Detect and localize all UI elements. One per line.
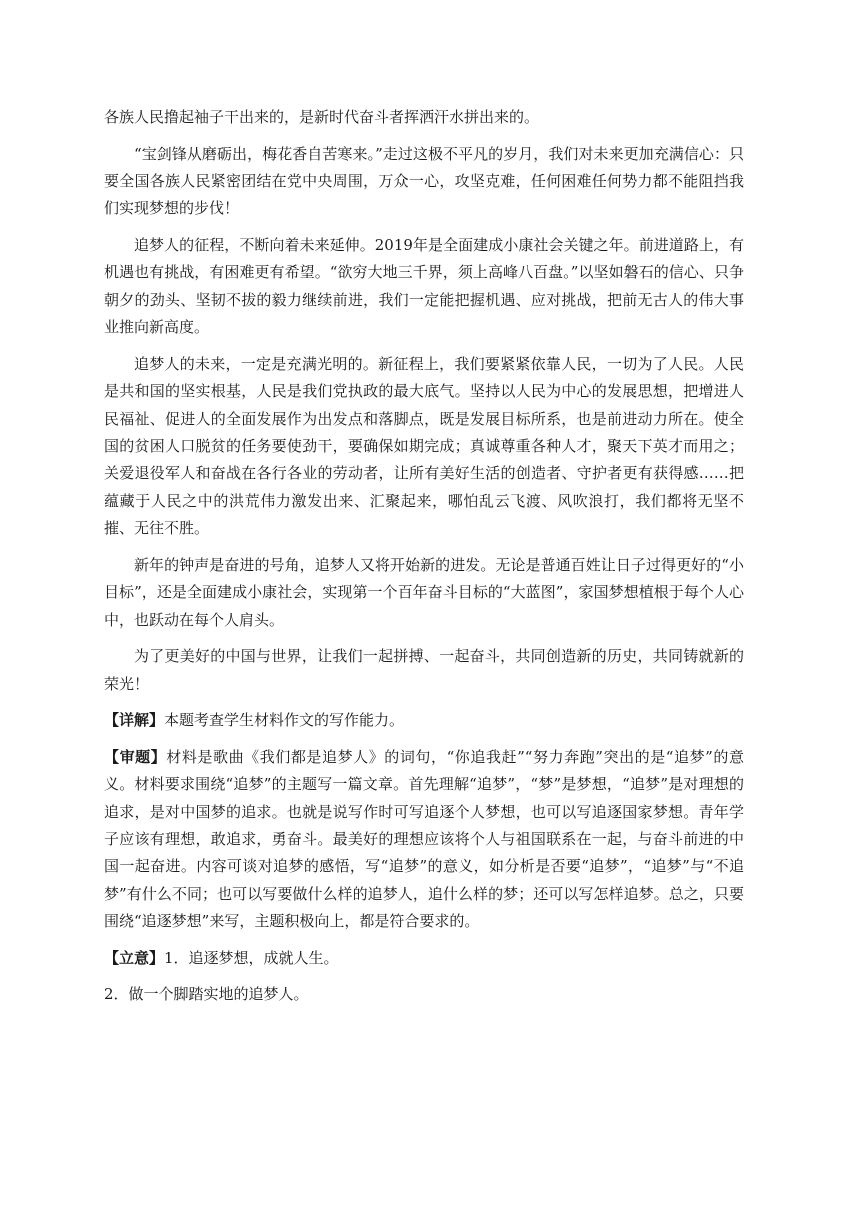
detail-paragraph xyxy=(104,707,744,734)
paragraph-text: 新年的钟声是奋进的号角，追梦人又将开始新的进发。无论是普通百姓让日子过得更好的“小目标”，还是全面建成小康社会，实现第一个百年奋斗目标的“大蓝图”，家国梦想植根于每个人心中，也跃动在每个人肩头。 xyxy=(104,555,744,629)
paragraph-5 xyxy=(104,552,744,634)
analysis-paragraph xyxy=(104,744,744,936)
paragraph-2 xyxy=(104,141,744,223)
paragraph-text: 追梦人的征程，不断向着未来延伸。2019年是全面建成小康社会关键之年。前进道路上，有机遇也有挑战，有困难更有希望。“欲穷大地三千界，须上高峰八百盘。”以坚如磐石的信心、只争朝夕的劲头、坚韧不拔的毅力继续前进，我们一定能把握机遇、应对挑战，把前无古人的伟大事业推向新高度。 xyxy=(104,236,744,337)
analysis-label: 【审题】 xyxy=(104,747,167,766)
paragraph-text: 材料是歌曲《我们都是追梦人》的词句，“你追我赶”“努力奔跑”突出的是“追梦”的意义。材料要求围绕“追梦”的主题写一篇文章。首先理解“追梦”，“梦”是梦想，“追梦”是对理想的追求，是对中国梦的追求。也就是说写作时可写追逐个人梦想，也可以写追逐国家梦想。青年学子应该有理想，敢追求，勇奋斗。最美好的理想应该将个人与祖国联系在一起，与奋斗前进的中国一起奋进。内容可谈对追梦的感悟，写“追梦”的意义，如分析是否要“追梦”，“追梦”与“不追梦”有什么不同；也可以写要做什么样的追梦人，追什么样的梦；还可以写怎样追梦。总之，只要围绕“追逐梦想”来写，主题积极向上，都是符合要求的。 xyxy=(104,747,744,931)
detail-label: 【详解】 xyxy=(104,711,165,730)
theme-paragraph xyxy=(104,945,744,972)
document-body xyxy=(104,104,744,1018)
paragraph-text: 追梦人的未来，一定是充满光明的。新征程上，我们要紧紧依靠人民，一切为了人民。人民是共和国的坚实根基，人民是我们党执政的最大底气。坚持以人民为中心的发展思想，把增进人民福祉、促进人的全面发展作为出发点和落脚点，既是发展目标所系，也是前进动力所在。使全国的贫困人口脱贫的任务要使劲干，要确保如期完成；真诚尊重各种人才，聚天下英才而用之；关爱退役军人和奋战在各行各业的劳动者，让所有美好生活的创造者、守护者更有获得感……把蕴藏于人民之中的洪荒伟力激发出来、汇聚起来，哪怕乱云飞渡、风吹浪打，我们都将无坚不摧、无往不胜。 xyxy=(104,354,744,538)
theme-item-2 xyxy=(104,981,744,1008)
paragraph-text: 本题考查学生材料作文的写作能力。 xyxy=(164,711,405,730)
paragraph-text: 1．追逐梦想，成就人生。 xyxy=(164,948,339,967)
paragraph-4 xyxy=(104,351,744,543)
paragraph-text: 各族人民撸起袖子干出来的，是新时代奋斗者挥洒汗水拼出来的。 xyxy=(104,108,540,126)
paragraph-1 xyxy=(104,104,744,131)
paragraph-text: 为了更美好的中国与世界，让我们一起拼搏、一起奋斗，共同创造新的历史，共同铸就新的荣光！ xyxy=(104,647,744,693)
paragraph-3 xyxy=(104,232,744,342)
paragraph-6 xyxy=(104,643,744,698)
paragraph-text: 2．做一个脚踏实地的追梦人。 xyxy=(104,985,309,1004)
theme-label: 【立意】 xyxy=(104,948,165,967)
paragraph-text: “宝剑锋从磨砺出，梅花香自苦寒来。”走过这极不平凡的岁月，我们对未来更加充满信心：只要全国各族人民紧密团结在党中央周围，万众一心，攻坚克难，任何困难任何势力都不能阻挡我们实现梦想的步伐！ xyxy=(104,144,744,218)
